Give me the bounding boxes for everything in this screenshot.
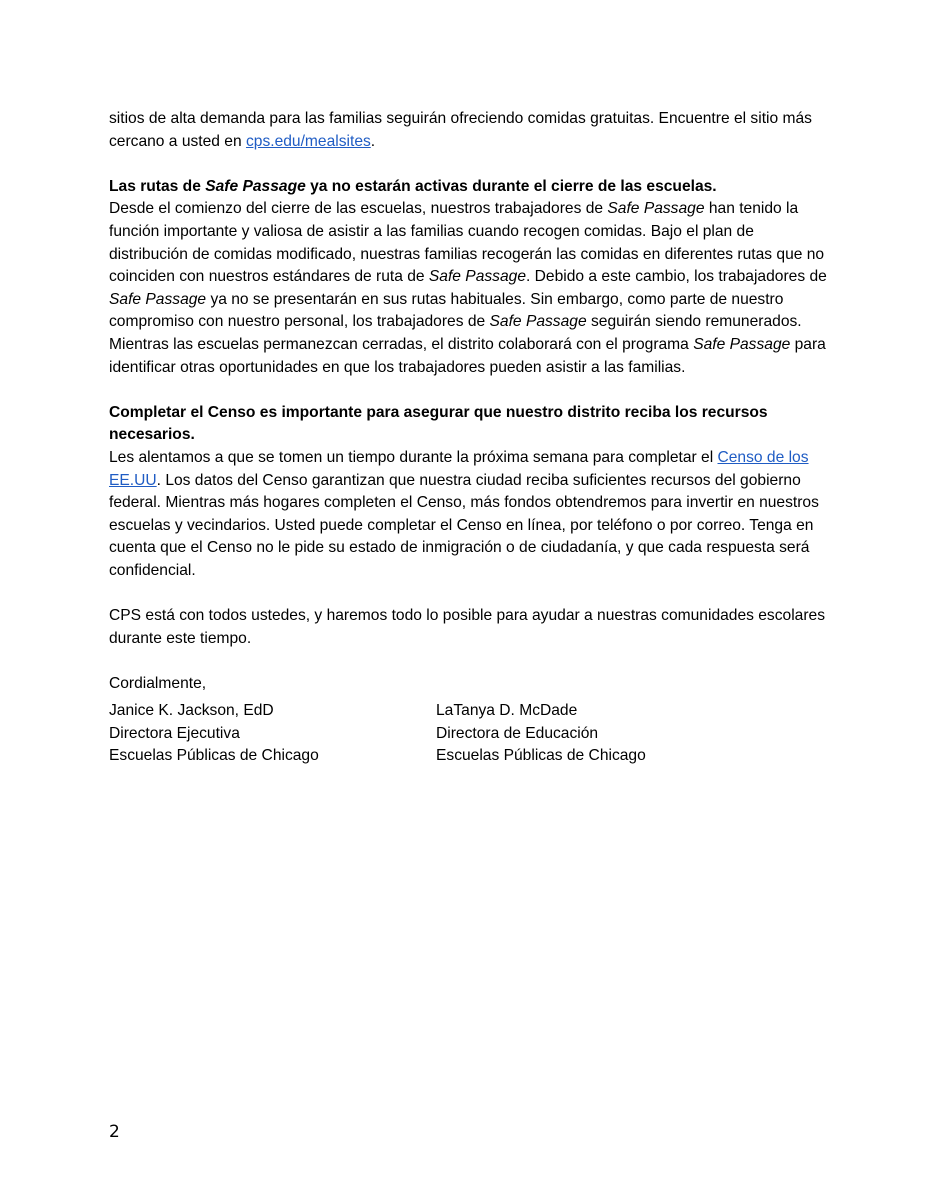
signatory-org: Escuelas Públicas de Chicago [436,747,646,765]
signatory-title: Directora de Educación [436,724,599,742]
safe-passage-heading: Las rutas de Safe Passage ya no estarán activas durante el cierre de las escuelas. [109,177,717,195]
page-number: 2 [109,1122,120,1142]
closing-paragraph: CPS está con todos ustedes, y haremos todo lo posible para ayudar a nuestras comunidades escolares durante este tiempo. [109,607,825,647]
signature-jackson [109,700,319,768]
letter-body [109,108,829,695]
safe-passage-paragraph: Desde el comienzo del cierre de las escuelas, nuestros trabajadores de Safe Passage han tenido la función importante y valiosa de asistir a las familias cuando recogen comidas. Bajo el plan de distribución de comidas modificado, nuestras familias recogerán las comidas en diferentes rutas que no coinciden con nuestros estándares de ruta de Safe Passage. Debido a este cambio, los trabajadores de Safe Passage ya no se presentarán en sus rutas habituales. Sin embargo, como parte de nuestro compromiso con nuestro personal, los trabajadores de Safe Passage seguirán siendo remunerados. Mientras las escuelas permanezcan cerradas, el distrito colaborará con el programa Safe Passage para identificar otras oportunidades en que los trabajadores pueden asistir a las familias. [109,200,827,376]
signatory-title: Directora Ejecutiva [109,724,240,742]
salutation: Cordialmente, [109,674,207,692]
mealsites-link[interactable]: cps.edu/mealsites [245,132,371,150]
censo-paragraph: Les alentamos a que se tomen un tiempo durante la próxima semana para completar el Censo de los EE.UU. Los datos del Censo garantizan que nuestra ciudad reciba suficientes recursos del gobierno federal. Mientras más hogares completen el Censo, más fondos obtendremos para invertir en nuestros escuelas y vecindarios. Usted puede completar el Censo en línea, por teléfono o por correo. Tenga en cuenta que el Censo no le pide su estado de inmigración o de ciudadanía, y que cada respuesta será confidencial. [109,448,819,579]
censo-heading: Completar el Censo es importante para asegurar que nuestro distrito reciba los recursos necesarios. [109,403,768,444]
intro-end: . [370,132,376,150]
signatory-name: Janice K. Jackson, EdD [109,702,274,719]
signatory-org: Escuelas Públicas de Chicago [109,747,319,765]
signature-mcdade [436,700,646,768]
intro-text: sitios de alta demanda para las familias seguirán ofreciendo comidas gratuitas. Encuentre el sitio más cercano a usted en [109,110,812,150]
signatory-name: LaTanya D. McDade [436,702,578,719]
intro-paragraph [109,108,829,153]
censo-link[interactable]: Censo de los EE.UU [109,448,809,489]
